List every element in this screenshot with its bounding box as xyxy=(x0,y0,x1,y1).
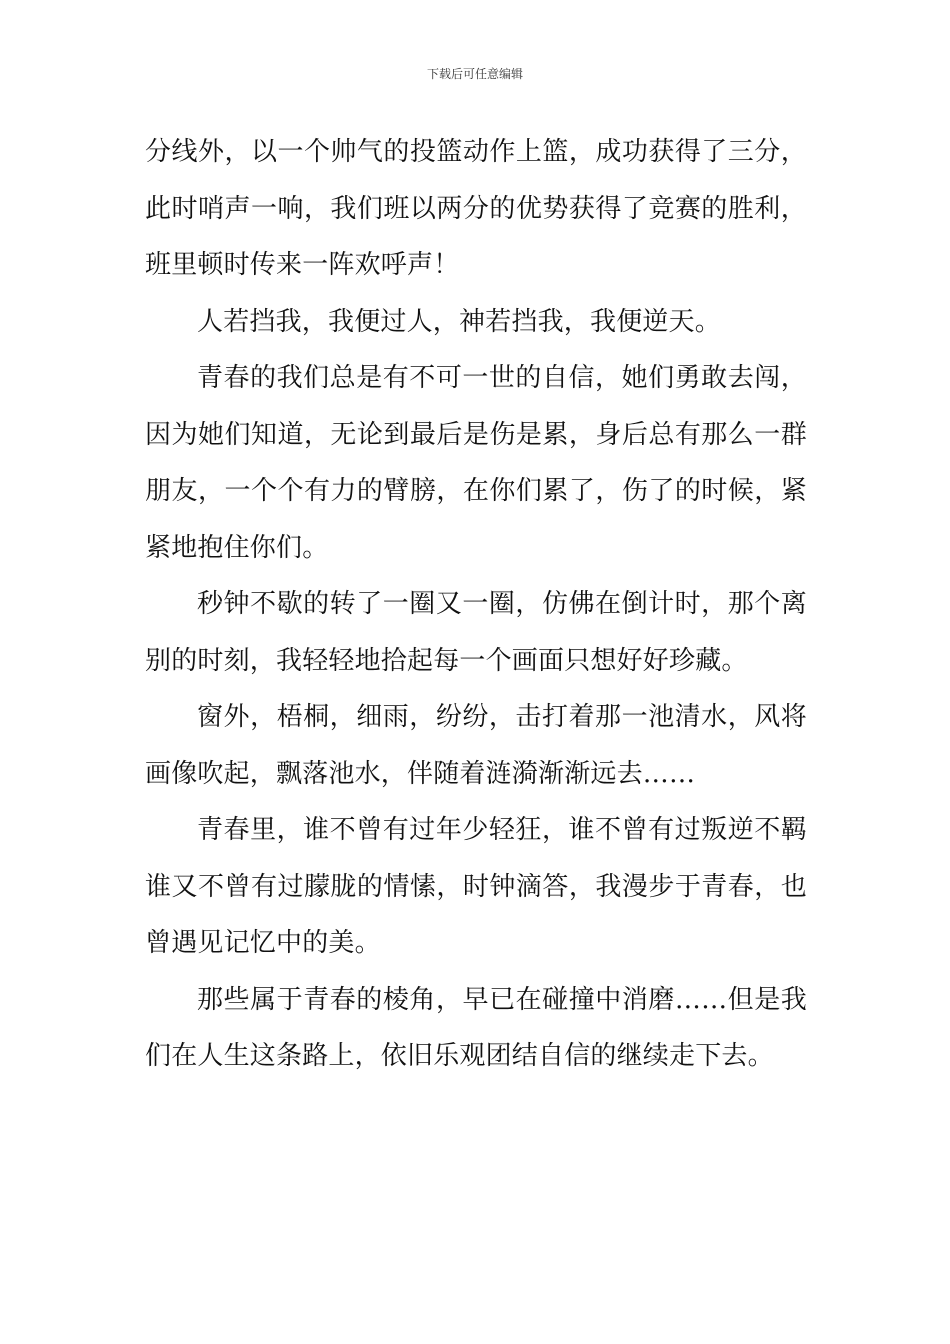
document-body xyxy=(145,124,807,1085)
paragraph-continuation: 分线外，以一个帅气的投篮动作上篮，成功获得了三分，此时哨声一响，我们班以两分的优势获得了竞赛的胜利，班里顿时传来一阵欢呼声！ xyxy=(145,137,807,280)
paragraph-window: 窗外，梧桐，细雨，纷纷，击打着那一池清水，风将画像吹起，飘落池水，伴随着涟漪渐渐远去…… xyxy=(145,702,807,789)
paragraph-countdown: 秒钟不歇的转了一圈又一圈，仿佛在倒计时，那个离别的时刻，我轻轻地拾起每一个画面只想好好珍藏。 xyxy=(145,589,807,676)
page-header-note: 下载后可任意编辑 xyxy=(426,67,523,81)
paragraph-motto: 人若挡我，我便过人，神若挡我，我便逆天。 xyxy=(197,306,722,337)
paragraph-youth: 青春里，谁不曾有过年少轻狂，谁不曾有过叛逆不羁谁又不曾有过朦胧的情愫，时钟滴答，我漫步于青春，也曾遇见记忆中的美。 xyxy=(145,815,807,958)
paragraph-edges: 那些属于青春的棱角，早已在碰撞中消磨……但是我们在人生这条路上，依旧乐观团结自信的继续走下去。 xyxy=(145,984,807,1071)
paragraph-confidence: 青春的我们总是有不可一世的自信，她们勇敢去闯，因为她们知道，无论到最后是伤是累，身后总有那么一群朋友，一个个有力的臂膀，在你们累了，伤了的时候，紧紧地抱住你们。 xyxy=(145,363,807,563)
